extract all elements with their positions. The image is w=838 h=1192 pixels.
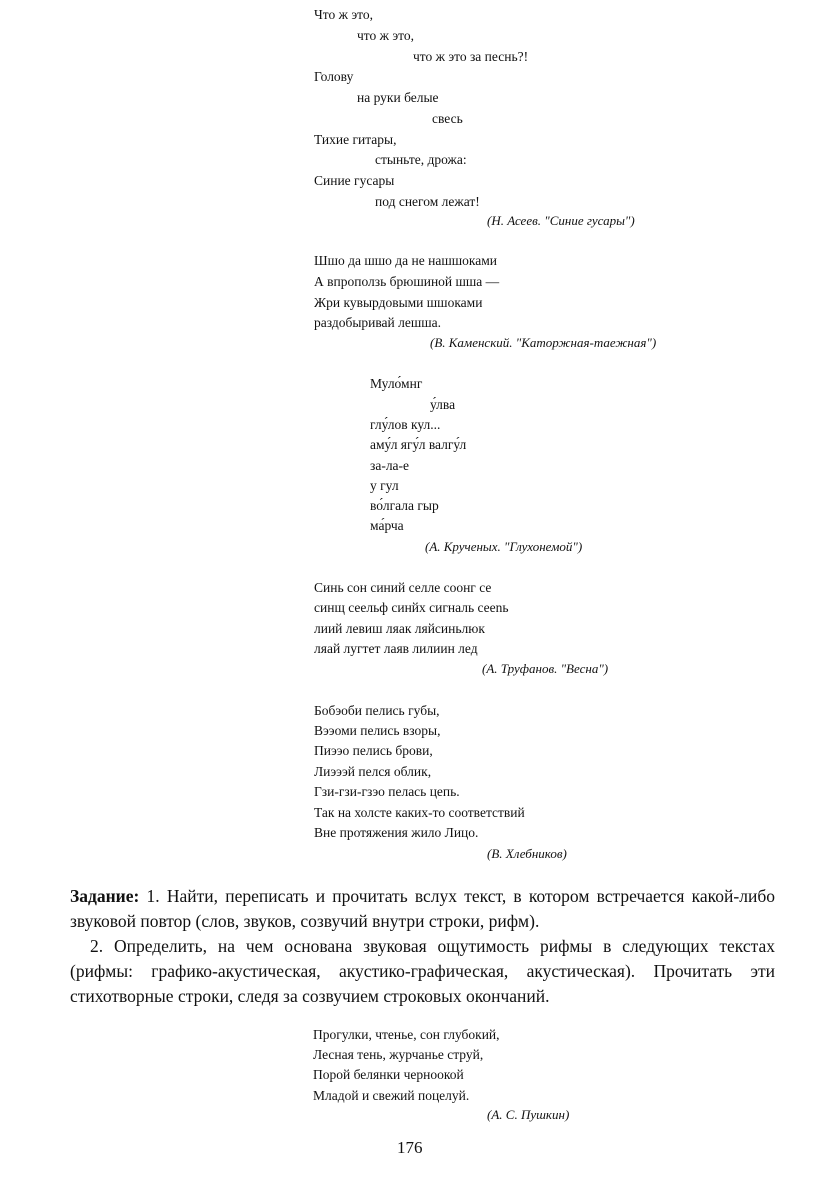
poem-line: Вне протяжения жило Лицо. (314, 825, 479, 840)
poem-line: за-ла-е (370, 458, 410, 473)
task-heading: Задание: (70, 886, 140, 906)
poem-line: лиий левиш ляак ляйсиньлюк (314, 621, 485, 636)
poem-line: Тихие гитары, (314, 132, 397, 147)
poem-line: Младой и свежий поцелуй. (313, 1088, 470, 1103)
task-block (70, 884, 775, 1009)
poem-line: Пиээо пелись брови, (314, 743, 433, 758)
poem-line: раздобыривай лешша. (314, 315, 442, 330)
poem-citation: (В. Хлебников) (487, 846, 567, 861)
poem-line: Голову (314, 69, 354, 84)
poem-line: у́лва (430, 397, 456, 412)
poem-line: на руки белые (357, 90, 439, 105)
poem-line: что ж это, (357, 28, 414, 43)
poem-line: что ж это за песнь?! (413, 49, 529, 64)
poem-line: Порой белянки черноокой (313, 1067, 464, 1082)
poem-line: Вээоми пелись взоры, (314, 723, 441, 738)
poem-line: Гзи-гзи-гзэо пелась цепь. (314, 784, 460, 799)
poem-line: Так на холсте каких-то соответствий (314, 805, 525, 820)
poem-citation: (В. Каменский. "Каторжная-таежная") (430, 335, 657, 350)
task-item-1-text: 1. Найти, переписать и прочитать вслух текст, в котором встречается какой-либо звуковой повтор (слов, звуков, созвучий внутри строки, рифм). (70, 886, 775, 931)
poem-line: стыньте, дрожа: (375, 152, 467, 167)
poem-line: А впроползь брюшиной шша — (314, 274, 500, 289)
poem-line: ляай лугтет лаяв лилиин лед (314, 641, 478, 656)
poem-line: свесь (432, 111, 463, 126)
poem-line: синщ сеельф синйх сигналь сееnь (314, 600, 509, 615)
poem-line: глу́лов кул... (370, 417, 441, 432)
task-item-2: 2. Определить, на чем основана звуковая ощутимость рифмы в следующих текстах (рифмы: графико-акустическая, акустико-графическая, акустическая). Прочитать эти стихотворные строки, следя за созвучием строковых окончаний. (70, 936, 775, 1006)
poem-line: Синь сон синий селле соонг се (314, 580, 492, 595)
poem-line: аму́л ягу́л валгу́л (370, 437, 467, 452)
poem-line: у гул (370, 478, 399, 493)
poem-line: Муло́мнг (370, 376, 423, 391)
poem-line: во́лгала гыр (370, 498, 439, 513)
page-number: 176 (397, 1138, 423, 1157)
poem-line: Лесная тень, журчанье струй, (313, 1047, 484, 1062)
poem-line: Синие гусары (314, 173, 395, 188)
poem-line: Лиэээй пелся облик, (314, 764, 432, 779)
poem-line: ма́рча (370, 518, 404, 533)
poem-line: под снегом лежат! (375, 194, 480, 209)
poem-line: Шшо да шшо да не нашшоками (314, 253, 497, 268)
task-item-1 (70, 884, 775, 934)
poem-line: Что ж это, (314, 7, 373, 22)
poem-line: Жри кувырдовыми шшоками (314, 295, 483, 310)
poem-line: Бобэоби пелись губы, (314, 703, 440, 718)
poem-citation: (А. Труфанов. "Весна") (482, 661, 609, 676)
poem-citation: (Н. Асеев. "Синие гусары") (487, 213, 635, 228)
poem-line: Прогулки, чтенье, сон глубокий, (313, 1027, 500, 1042)
poem-citation: (А. С. Пушкин) (487, 1107, 570, 1122)
poem-citation: (А. Крученых. "Глухонемой") (425, 539, 583, 554)
